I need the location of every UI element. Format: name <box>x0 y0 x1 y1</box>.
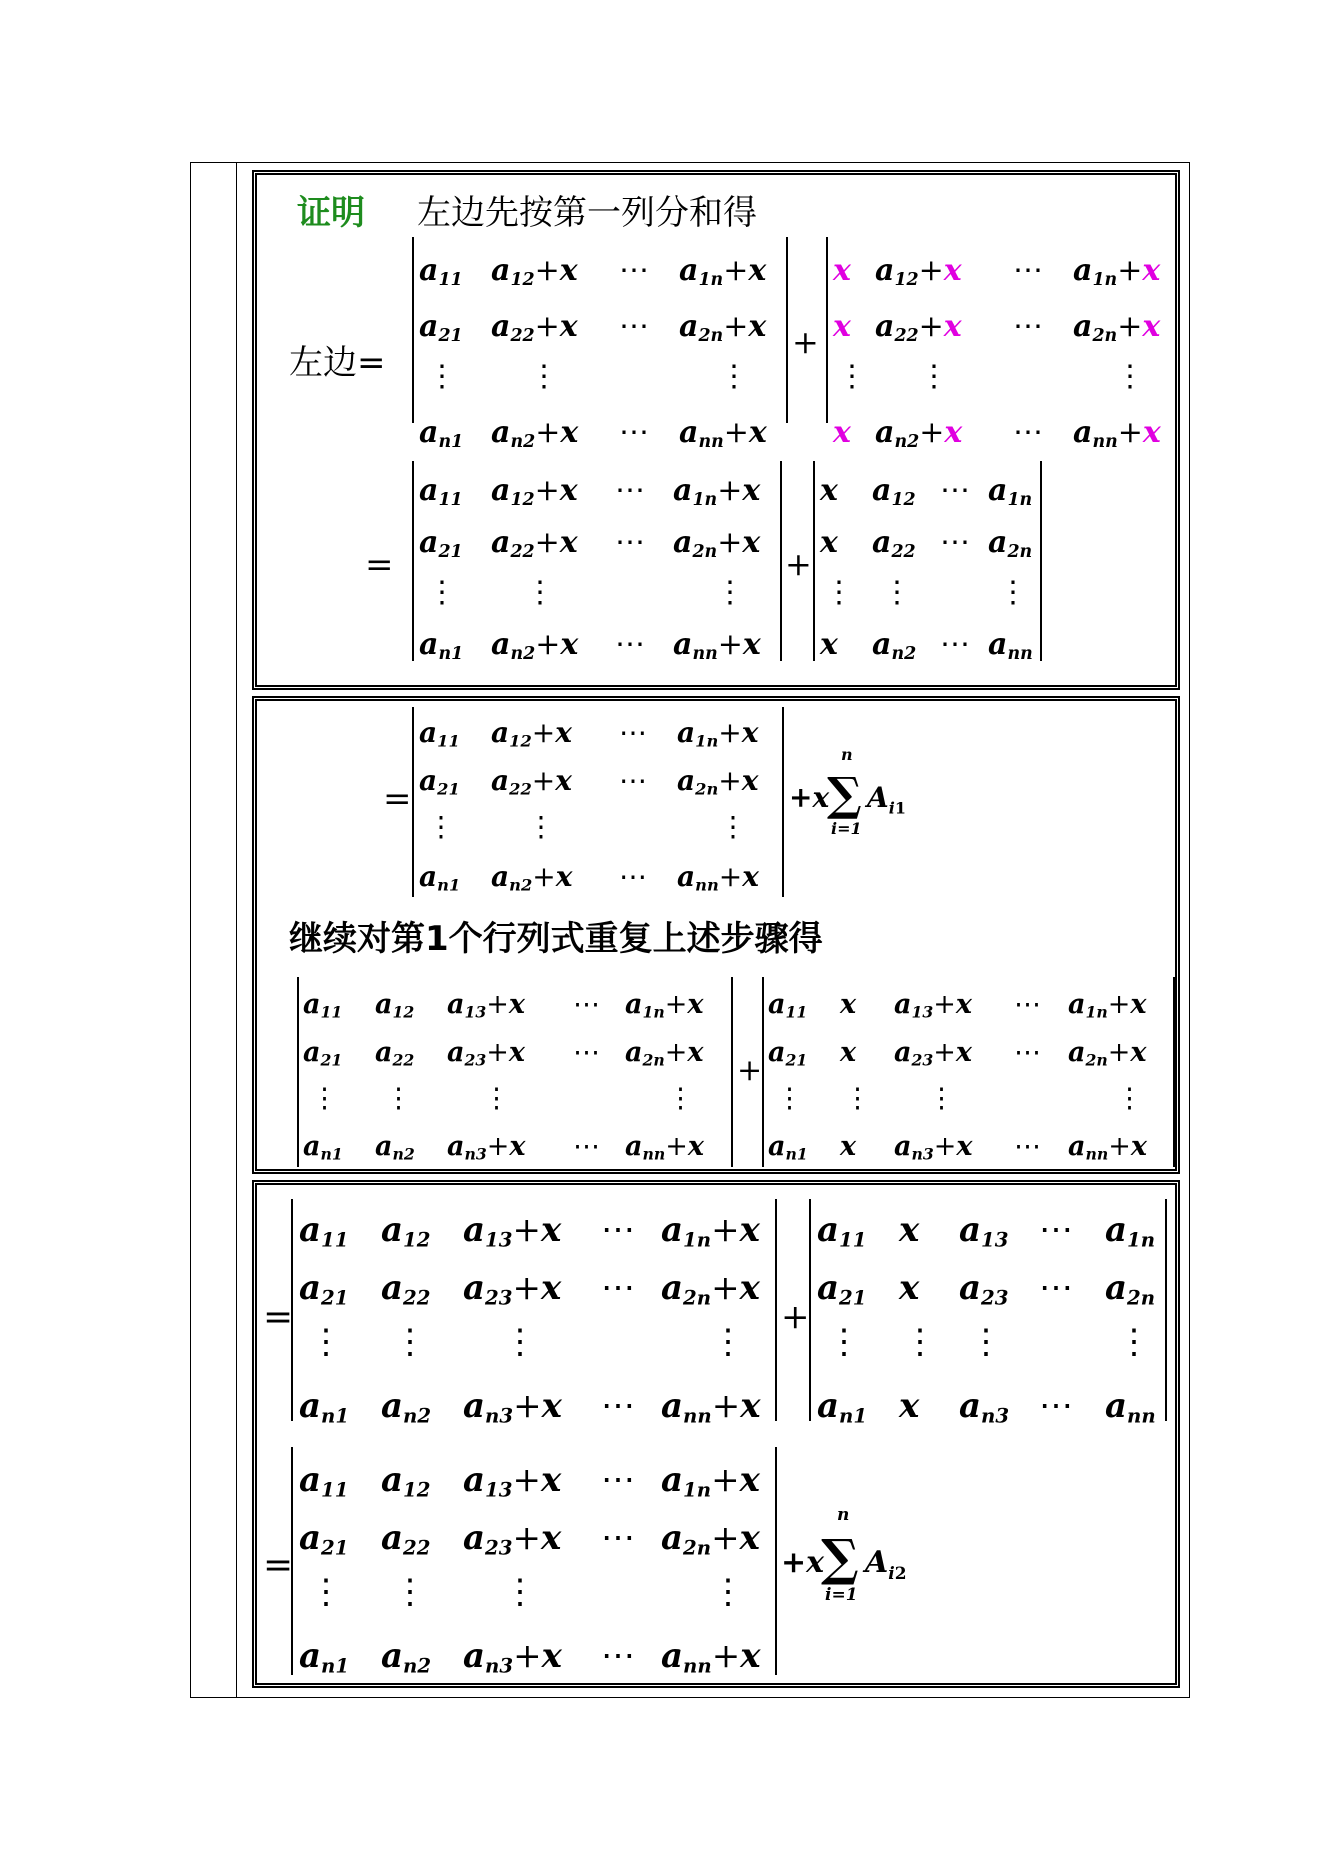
sum-upper-limit: n <box>841 745 853 764</box>
proof-panel-2 <box>252 696 1180 1174</box>
determinant-bar-left <box>291 1199 293 1421</box>
equals-sign: = <box>383 779 412 819</box>
proof-panel-1 <box>252 170 1180 690</box>
determinant-bar-right <box>1173 977 1175 1167</box>
determinant-bar-left <box>412 707 414 897</box>
proof-label: 证明 <box>297 193 365 233</box>
determinant-bar-right <box>782 707 784 897</box>
sum-term: +x ∑ n i=1 $A_{i1}$ <box>789 745 906 838</box>
sigma-symbol: ∑ <box>827 767 862 821</box>
equals-sign: = <box>263 1297 294 1338</box>
continue-text: 继续对第1个行列式重复上述步骤得 <box>289 919 823 959</box>
matrix-entries: $a_{11}$ $a_{12}+x$ ⋯ $a_{1n}+x$ $a_{21}$ $a_{22}+x$ ⋯ $a_{2n}+x$ ⋮ ⋮ ⋮ $a_{n1}$ $a_{n2}+x$ ⋯ $a_{nn}+x$ <box>419 253 767 452</box>
determinant-bar-left <box>813 461 815 661</box>
determinant-bar-right <box>731 977 733 1167</box>
proof-panel-3 <box>252 1180 1180 1688</box>
plus-sign: + <box>792 323 819 361</box>
matrix-entries: $a_{11}$ $a_{12}$ $a_{13}+x$ ⋯ $a_{1n}+x$ $a_{21}$ $a_{22}$ $a_{23}+x$ ⋯ $a_{2n}+x$ ⋮ ⋮ ⋮ ⋮ $a_{n1}$ $a_{n2}$ $a_{n3}+x$ ⋯ $a_{nn}+x$ <box>299 1210 761 1428</box>
proof-intro-text: 左边先按第一列分和得 <box>417 193 757 233</box>
determinant-bar-right <box>786 237 788 423</box>
sum-upper-limit: n <box>837 1505 850 1525</box>
matrix-entries: $a_{11}$ $a_{12}$ $a_{13}+x$ ⋯ $a_{1n}+x$ $a_{21}$ $a_{22}$ $a_{23}+x$ ⋯ $a_{2n}+x$ ⋮ ⋮ ⋮ ⋮ $a_{n1}$ $a_{n2}$ $a_{n3}+x$ ⋯ $a_{nn}+x$ <box>303 989 705 1164</box>
determinant-bar-left <box>762 977 764 1167</box>
matrix-entries: $a_{11}$ $a_{12}+x$ ⋯ $a_{1n}+x$ $a_{21}$ $a_{22}+x$ ⋯ $a_{2n}+x$ ⋮ ⋮ ⋮ $a_{n1}$ $a_{n2}+x$ ⋯ $a_{nn}+x$ <box>419 716 759 895</box>
determinant-bar-right <box>780 461 782 661</box>
determinant-bar-left <box>297 977 299 1167</box>
matrix-entries: x $a_{12}$ ⋯ $a_{1n}$ x $a_{22}$ ⋯ $a_{2n}$ ⋮ ⋮ ⋮ x $a_{n2}$ ⋯ $a_{nn}$ <box>820 473 1033 664</box>
matrix-entries: $a_{11}$ x $a_{13}$ ⋯ $a_{1n}$ $a_{21}$ x $a_{23}$ ⋯ $a_{2n}$ ⋮ ⋮ ⋮ ⋮ $a_{n1}$ x $a_{n3}$ ⋯ $a_{nn}$ <box>817 1210 1156 1428</box>
plus-sign: + <box>737 1053 763 1088</box>
table-column-divider <box>236 162 237 1698</box>
sum-lower-limit: i=1 <box>825 1585 858 1605</box>
determinant-bar-right <box>775 1447 777 1675</box>
equals-sign: = <box>263 1545 294 1586</box>
matrix-entries: $a_{11}$ $a_{12}+x$ ⋯ $a_{1n}+x$ $a_{21}$ $a_{22}+x$ ⋯ $a_{2n}+x$ ⋮ ⋮ ⋮ $a_{n1}$ $a_{n2}+x$ ⋯ $a_{nn}+x$ <box>419 473 761 664</box>
sum-lower-limit: i=1 <box>831 819 862 838</box>
determinant-bar-right <box>1165 1199 1167 1421</box>
matrix-entries: $a_{11}$ x $a_{13}+x$ ⋯ $a_{1n}+x$ $a_{21}$ x $a_{23}+x$ ⋯ $a_{2n}+x$ ⋮ ⋮ ⋮ ⋮ $a_{n1}$ x $a_{n3}+x$ ⋯ $a_{nn}+x$ <box>768 989 1148 1164</box>
matrix-entries: x $a_{12}+x$ ⋯ $a_{1n}+x$ x $a_{22}+x$ ⋯ $a_{2n}+x$ ⋮ ⋮ ⋮ x $a_{n2}+x$ ⋯ $a_{nn}+x$ <box>833 253 1161 452</box>
sum-term: +x ∑ n i=1 $A_{i2}$ <box>781 1505 907 1605</box>
determinant-bar-left <box>809 1199 811 1421</box>
determinant-bar-left <box>412 237 414 423</box>
determinant-bar-right <box>1040 461 1042 661</box>
equals-sign: = <box>365 545 394 585</box>
plus-sign: + <box>781 1297 810 1337</box>
determinant-bar-right <box>1175 237 1177 423</box>
determinant-bar-left <box>291 1447 293 1675</box>
determinant-bar-left <box>412 461 414 661</box>
sigma-symbol: ∑ <box>821 1528 859 1587</box>
determinant-bar-right <box>775 1199 777 1421</box>
plus-sign: + <box>785 545 812 583</box>
matrix-entries: $a_{11}$ $a_{12}$ $a_{13}+x$ ⋯ $a_{1n}+x$ $a_{21}$ $a_{22}$ $a_{23}+x$ ⋯ $a_{2n}+x$ ⋮ ⋮ ⋮ ⋮ $a_{n1}$ $a_{n2}$ $a_{n3}+x$ ⋯ $a_{nn}+x$ <box>299 1460 761 1678</box>
lhs-label: 左边= <box>289 343 386 383</box>
determinant-bar-left <box>826 237 828 423</box>
